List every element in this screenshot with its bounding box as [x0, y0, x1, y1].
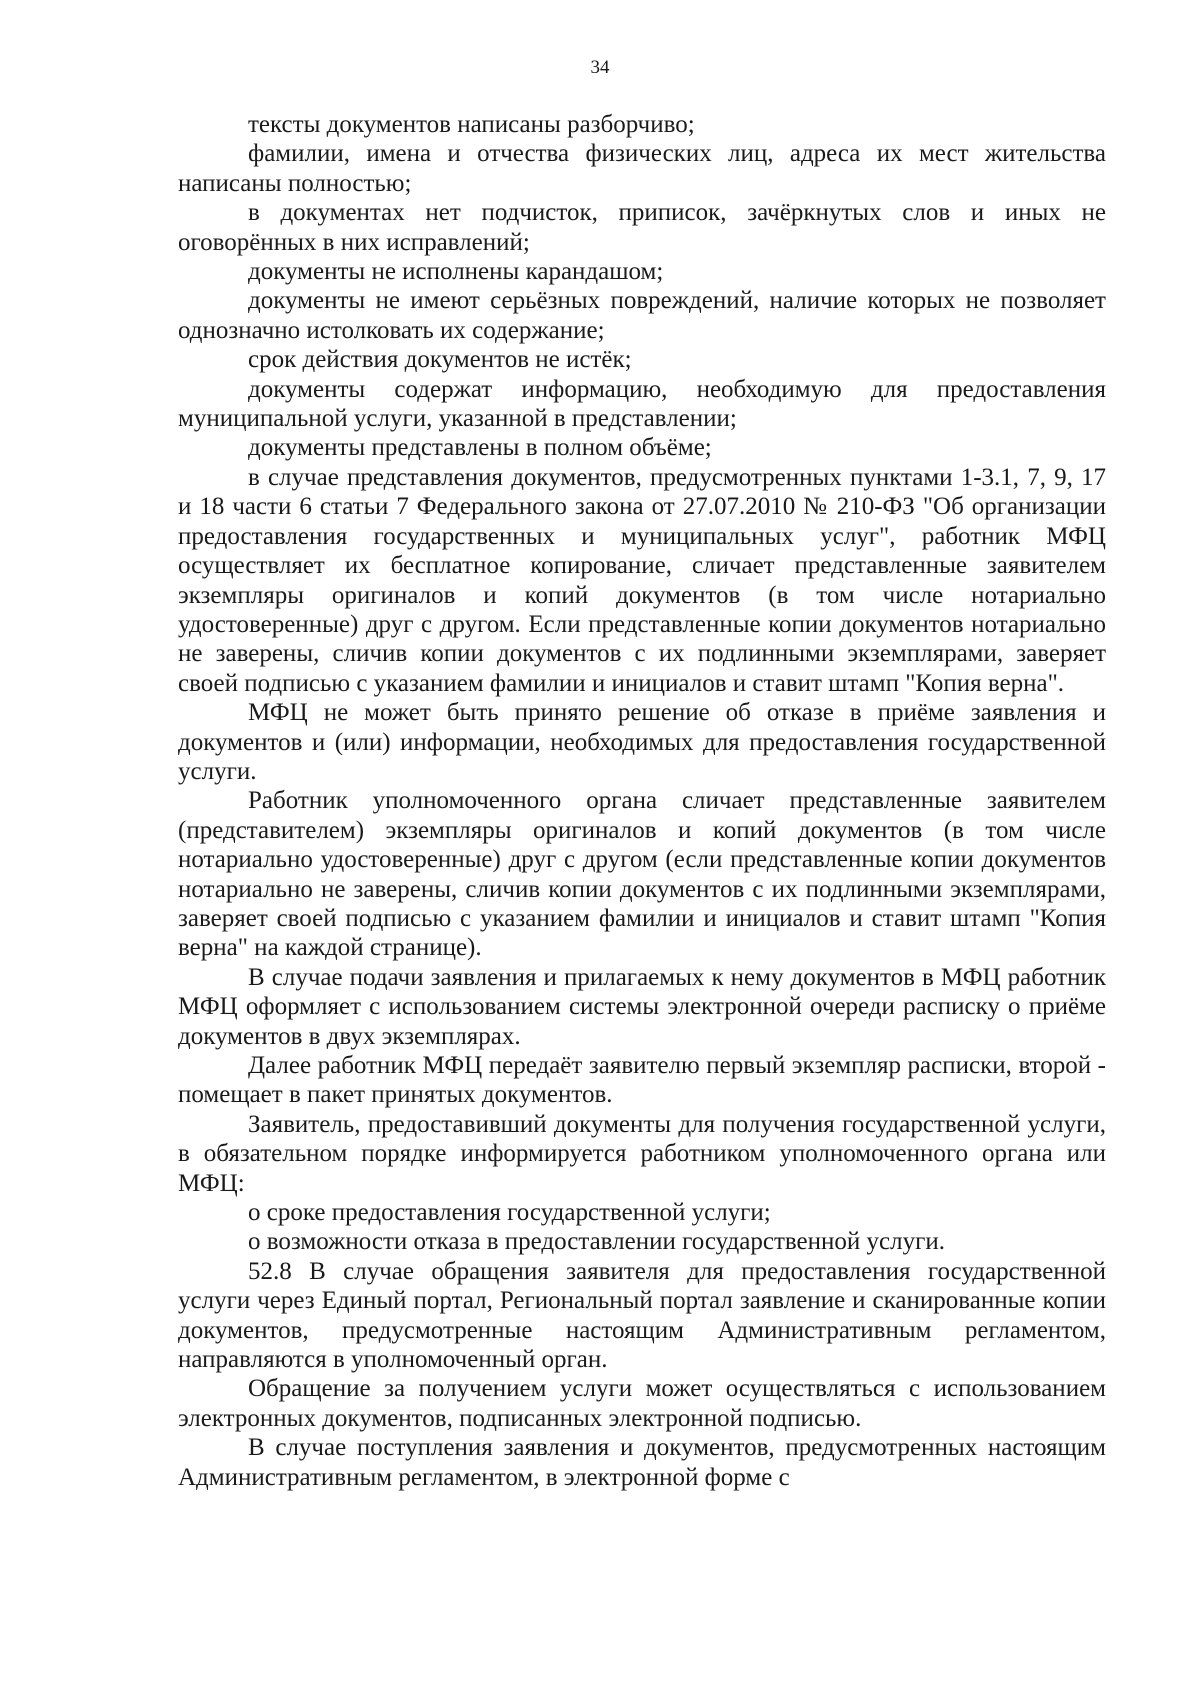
paragraph: документы не исполнены карандашом;	[248, 258, 664, 286]
paragraph: Обращение за получением услуги может осуществляться с использованием электронных документов, подписанных электронной подписью.	[178, 1375, 1106, 1432]
paragraph: В случае подачи заявления и прилагаемых к нему документов в МФЦ работник МФЦ оформляет с использованием системы электронной очереди расписку о приёме документов в двух экземплярах.	[178, 963, 1106, 1050]
paragraph: документы содержат информацию, необходимую для предоставления муниципальной услуги, указанной в представлении;	[178, 375, 1106, 433]
paragraph: о возможности отказа в предоставлении государственной услуги.	[248, 1228, 945, 1256]
paragraph: документы не имеют серьёзных повреждений, наличие которых не позволяет однозначно истолковать их содержание;	[178, 287, 1106, 344]
paragraph: МФЦ не может быть принято решение об отказе в приёме заявления и документов и (или) информации, необходимых для предоставления государственной услуги.	[178, 699, 1106, 785]
paragraph: срок действия документов не истёк;	[248, 346, 632, 374]
paragraph: о сроке предоставления государственной услуги;	[248, 1199, 771, 1227]
body-text	[178, 110, 1106, 1492]
paragraph: в случае представления документов, предусмотренных пунктами 1-3.1, 7, 9, 17 и 18 части 6 статьи 7 Федерального закона от 27.07.2010 № 210-ФЗ "Об организации предоставления государственных и муниципальных услуг", работник МФЦ осуществляет их бесплатное копирование, сличает представленные заявителем экземпляры оригиналов и копий документов (в том числе нотариально удостоверенные) друг с другом. Если представленные копии документов нотариально не заверены, сличив копии документов с их подлинными экземплярами, заверяет своей подписью с указанием фамилии и инициалов и ставит штамп "Копия верна".	[178, 463, 1106, 697]
paragraph: фамилии, имена и отчества физических лиц, адреса их мест жительства написаны полностью;	[178, 140, 1106, 197]
paragraph: документы представлены в полном объёме;	[248, 434, 712, 462]
paragraph: Далее работник МФЦ передаёт заявителю первый экземпляр расписки, второй - помещает в пакет принятых документов.	[178, 1052, 1106, 1109]
paragraph: 52.8 В случае обращения заявителя для предоставления государственной услуги через Единый портал, Региональный портал заявление и сканированные копии документов, предусмотренные настоящим Административным регламентом, направляются в уполномоченный орган.	[178, 1257, 1106, 1374]
paragraph: Работник уполномоченного органа сличает представленные заявителем (представителем) экземпляры оригиналов и копий документов (в том числе нотариально удостоверенные) друг с другом (если представленные копии документов нотариально не заверены, сличив копии документов с их подлинными экземплярами, заверяет своей подписью с указанием фамилии и инициалов и ставит штамп "Копия верна" на каждой странице).	[178, 787, 1106, 962]
paragraph: тексты документов написаны разборчиво;	[248, 111, 695, 138]
page-number: 34	[590, 57, 610, 78]
paragraph: Заявитель, предоставивший документы для получения государственной услуги, в обязательном порядке информируется работником уполномоченного органа или МФЦ:	[178, 1110, 1106, 1197]
paragraph: В случае поступления заявления и документов, предусмотренных настоящим Административным регламентом, в электронной форме с	[178, 1434, 1106, 1491]
paragraph: в документах нет подчисток, приписок, зачёркнутых слов и иных не оговорённых в них исправлений;	[178, 199, 1106, 256]
